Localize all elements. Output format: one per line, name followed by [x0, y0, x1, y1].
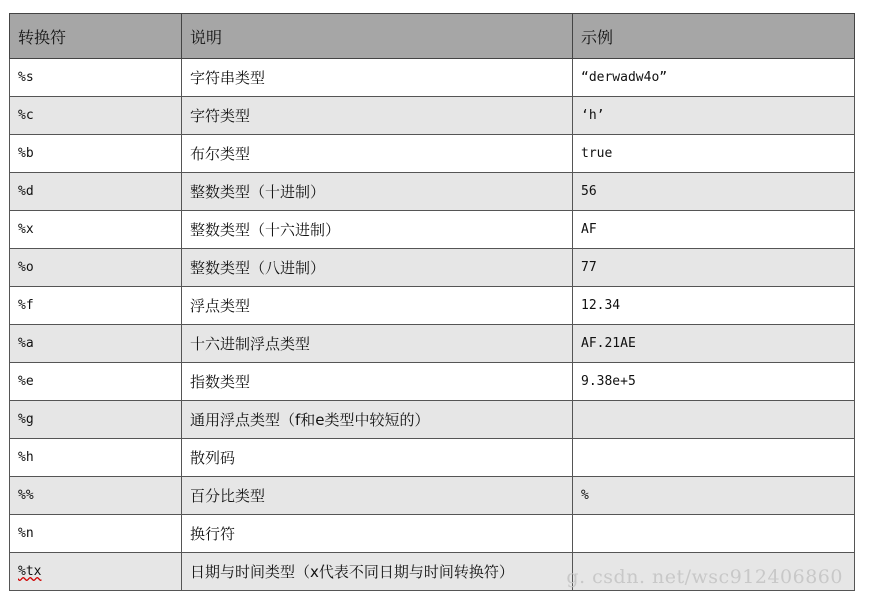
converter-cell: %s: [10, 59, 182, 97]
converter-cell: %f: [10, 287, 182, 325]
table-row: [10, 249, 855, 287]
description-cell: 通用浮点类型（f和e类型中较短的）: [182, 401, 573, 439]
description-cell: 浮点类型: [182, 287, 573, 325]
table-row: [10, 401, 855, 439]
converter-cell: %c: [10, 97, 182, 135]
converter-cell: %n: [10, 515, 182, 553]
example-cell: AF.21AE: [573, 325, 855, 363]
table-row: [10, 363, 855, 401]
description-cell: 百分比类型: [182, 477, 573, 515]
converter-cell: %a: [10, 325, 182, 363]
description-cell: 字符串类型: [182, 59, 573, 97]
example-cell: 77: [573, 249, 855, 287]
example-cell: ‘h’: [573, 97, 855, 135]
example-cell: 56: [573, 173, 855, 211]
description-cell: 十六进制浮点类型: [182, 325, 573, 363]
table-row: [10, 515, 855, 553]
example-cell: [573, 439, 855, 477]
table-row: [10, 287, 855, 325]
header-description: 说明: [182, 14, 573, 59]
table-row: [10, 135, 855, 173]
description-cell: 散列码: [182, 439, 573, 477]
converter-cell: %g: [10, 401, 182, 439]
watermark: g. csdn. net/wsc912406860: [566, 566, 843, 588]
converter-cell: %h: [10, 439, 182, 477]
converter-text: %tx: [18, 564, 42, 579]
converter-cell: %o: [10, 249, 182, 287]
example-cell: true: [573, 135, 855, 173]
format-specifier-table: [9, 13, 855, 591]
table-row: [10, 97, 855, 135]
description-cell: 布尔类型: [182, 135, 573, 173]
description-cell: 整数类型（十六进制）: [182, 211, 573, 249]
converter-cell: %x: [10, 211, 182, 249]
header-converter: 转换符: [10, 14, 182, 59]
example-cell: “derwadw4o”: [573, 59, 855, 97]
example-cell: [573, 515, 855, 553]
description-cell: 日期与时间类型（x代表不同日期与时间转换符）: [182, 553, 573, 591]
converter-cell: %d: [10, 173, 182, 211]
converter-cell: %e: [10, 363, 182, 401]
example-cell: AF: [573, 211, 855, 249]
description-cell: 换行符: [182, 515, 573, 553]
table-row: [10, 211, 855, 249]
converter-cell: %%: [10, 477, 182, 515]
converter-cell: %b: [10, 135, 182, 173]
table-row: [10, 439, 855, 477]
example-cell: [573, 401, 855, 439]
table-row: [10, 173, 855, 211]
example-cell: 12.34: [573, 287, 855, 325]
description-cell: 字符类型: [182, 97, 573, 135]
description-cell: 整数类型（十进制）: [182, 173, 573, 211]
converter-cell: [10, 553, 182, 591]
description-cell: 指数类型: [182, 363, 573, 401]
table-row: [10, 477, 855, 515]
example-cell: 9.38e+5: [573, 363, 855, 401]
table-row: [10, 59, 855, 97]
header-example: 示例: [573, 14, 855, 59]
table-header-row: [10, 14, 855, 59]
description-cell: 整数类型（八进制）: [182, 249, 573, 287]
table-row: [10, 325, 855, 363]
example-cell: %: [573, 477, 855, 515]
